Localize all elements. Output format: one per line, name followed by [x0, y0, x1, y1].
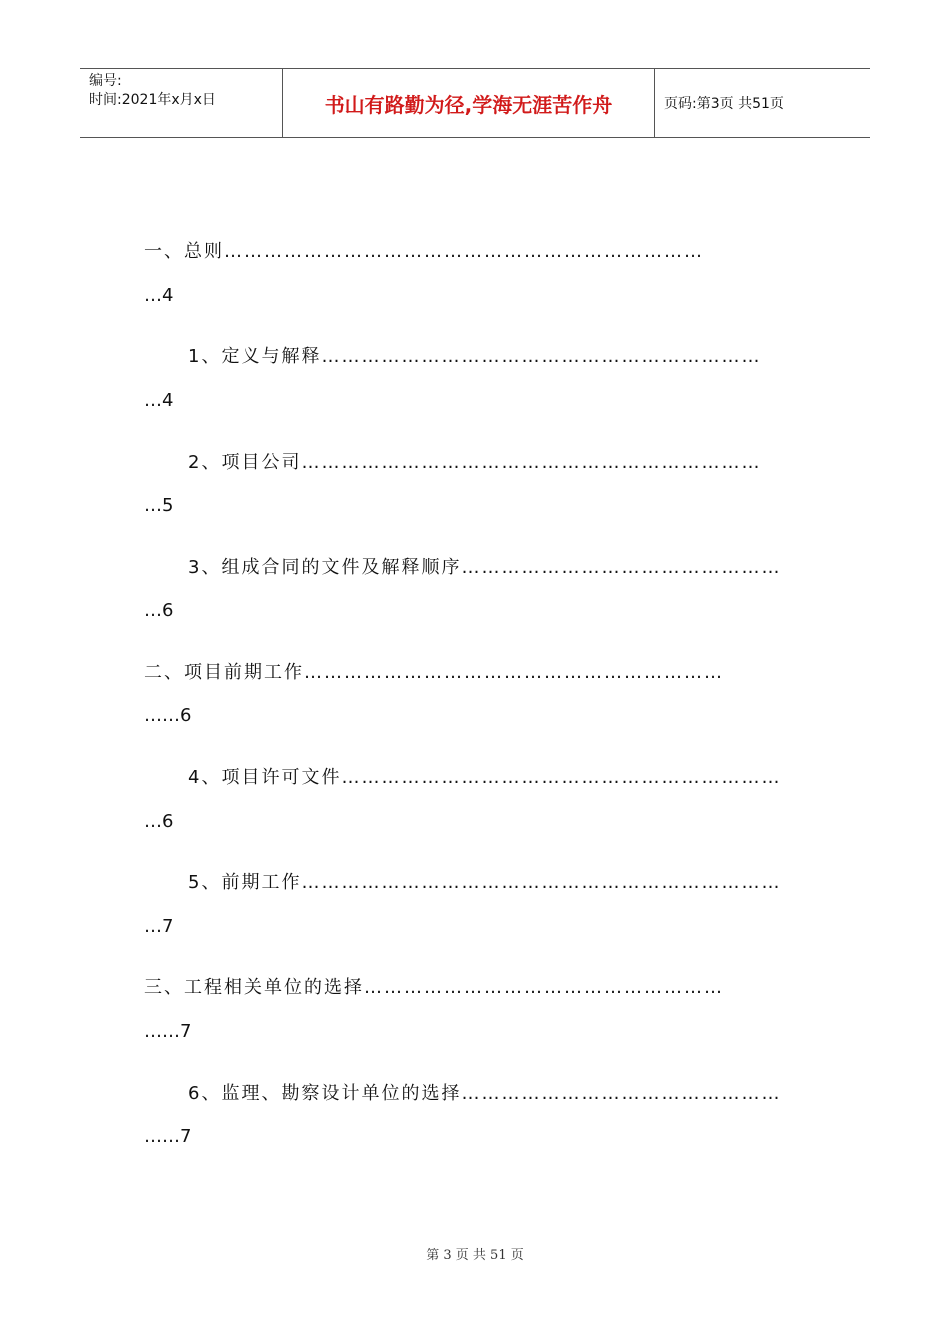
toc-entry-1-page: …4: [144, 285, 174, 306]
header-motto: 书山有路勤为径,学海无涯苦作舟: [282, 69, 655, 137]
toc-entry-3-page: …5: [144, 495, 174, 516]
toc-entry-2: 1、定义与解释…………………………………………………………: [188, 346, 762, 367]
toc-entry-3: 2、项目公司……………………………………………………………: [188, 452, 762, 473]
toc-entry-9-page: ……7: [144, 1126, 192, 1147]
toc-entry-8: 三、工程相关单位的选择………………………………………………: [144, 977, 724, 998]
document-number-label: 编号:: [89, 73, 122, 89]
toc-entry-6-page: …6: [144, 811, 174, 832]
toc-entry-5-page: ……6: [144, 705, 192, 726]
toc-entry-4-page: …6: [144, 600, 174, 621]
page-header: [80, 68, 870, 138]
toc-entry-8-page: ……7: [144, 1021, 192, 1042]
toc-entry-5: 二、项目前期工作………………………………………………………: [144, 662, 724, 683]
toc-entry-2-page: …4: [144, 390, 174, 411]
document-time-label: 时间:2021年x月x日: [89, 92, 216, 108]
page-footer: 第 3 页 共 51 页: [426, 1248, 524, 1263]
toc-entry-7-page: …7: [144, 916, 174, 937]
toc-entry-1: 一、总则………………………………………………………………: [144, 241, 704, 262]
header-meta: [80, 69, 282, 137]
toc-entry-6: 4、项目许可文件…………………………………………………………: [188, 767, 782, 788]
toc-entry-4: 3、组成合同的文件及解释顺序…………………………………………: [188, 557, 782, 578]
toc-entry-7: 5、前期工作………………………………………………………………: [188, 872, 782, 893]
header-page-info: 页码:第3页 共51页: [664, 96, 784, 112]
toc-entry-9: 6、监理、勘察设计单位的选择…………………………………………: [188, 1083, 782, 1104]
